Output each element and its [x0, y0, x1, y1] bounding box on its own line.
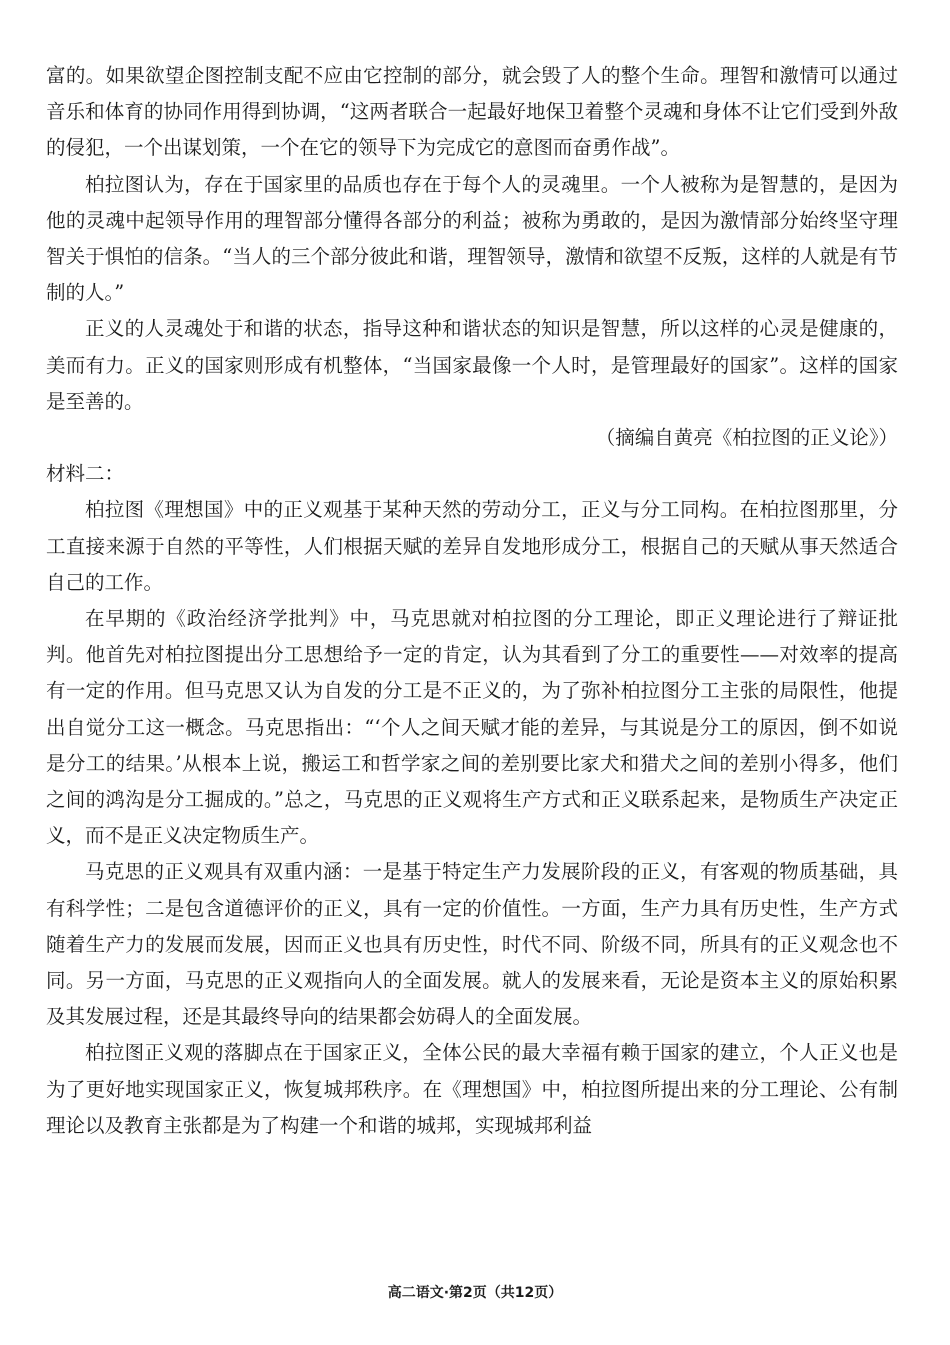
paragraph: 在早期的《政治经济学批判》中，马克思就对柏拉图的分工理论，即正义理论进行了辩证批判。他首先对柏拉图提出分工思想给予一定的肯定，认为其看到了分工的重要性——对效率的提高有一定的作用。但马克思又认为自发的分工是不正义的，为了弥补柏拉图分工主张的局限性，他提出自觉分工这一概念。马克思指出：“‘个人之间天赋才能的差异，与其说是分工的原因，倒不如说是分工的结果。’从根本上说，搬运工和哲学家之间的差别要比家犬和猎犬之间的差别小得多，他们之间的鸿沟是分工掘成的。”总之，马克思的正义观将生产方式和正义联系起来，是物质生产决定正义，而不是正义决定物质生产。 [46, 607, 898, 848]
paragraph: 柏拉图正义观的落脚点在于国家正义，全体公民的最大幸福有赖于国家的建立，个人正义也是为了更好地实现国家正义，恢复城邦秩序。在《理想国》中，柏拉图所提出来的分工理论、公有制理论以及教育主张都是为了构建一个和谐的城邦，实现城邦利益 [46, 1041, 898, 1137]
paragraph-continued: 富的。如果欲望企图控制支配不应由它控制的部分，就会毁了人的整个生命。理智和激情可以通过音乐和体育的协同作用得到协调，“这两者联合一起最好地保卫着整个灵魂和身体不让它们受到外敌的侵犯，一个出谋划策，一个在它的领导下为完成它的意图而奋勇作战”。 [46, 64, 898, 160]
source-citation: （摘编自黄亮《柏拉图的正义论》） [595, 426, 898, 450]
paragraph: 正义的人灵魂处于和谐的状态，指导这种和谐状态的知识是智慧，所以这样的心灵是健康的，美而有力。正义的国家则形成有机整体，“当国家最像一个人时，是管理最好的国家”。这样的国家是至善的。 [46, 317, 898, 413]
paragraph: 柏拉图《理想国》中的正义观基于某种天然的劳动分工，正义与分工同构。在柏拉图那里，分工直接来源于自然的平等性，人们根据天赋的差异自发地形成分工，根据自己的天赋从事天然适合自己的工作。 [46, 498, 898, 594]
page-footer: 高二语文·第2页（共12页） [387, 1285, 563, 1301]
document-page [46, 58, 898, 1144]
paragraph: 柏拉图认为，存在于国家里的品质也存在于每个人的灵魂里。一个人被称为是智慧的，是因为他的灵魂中起领导作用的理智部分懂得各部分的利益；被称为勇敢的，是因为激情部分始终坚守理智关于惧怕的信条。“当人的三个部分彼此和谐，理智领导，激情和欲望不反叛，这样的人就是有节制的人。” [46, 172, 898, 305]
section-heading-material2: 材料二： [46, 462, 125, 486]
paragraph: 马克思的正义观具有双重内涵：一是基于特定生产力发展阶段的正义，有客观的物质基础，具有科学性；二是包含道德评价的正义，具有一定的价值性。一方面，生产力具有历史性，生产方式随着生产力的发展而发展，因而正义也具有历史性，时代不同、阶级不同，所具有的正义观念也不同。另一方面，马克思的正义观指向人的全面发展。就人的发展来看，无论是资本主义的原始积累及其发展过程，还是其最终导向的结果都会妨碍人的全面发展。 [46, 860, 898, 1029]
